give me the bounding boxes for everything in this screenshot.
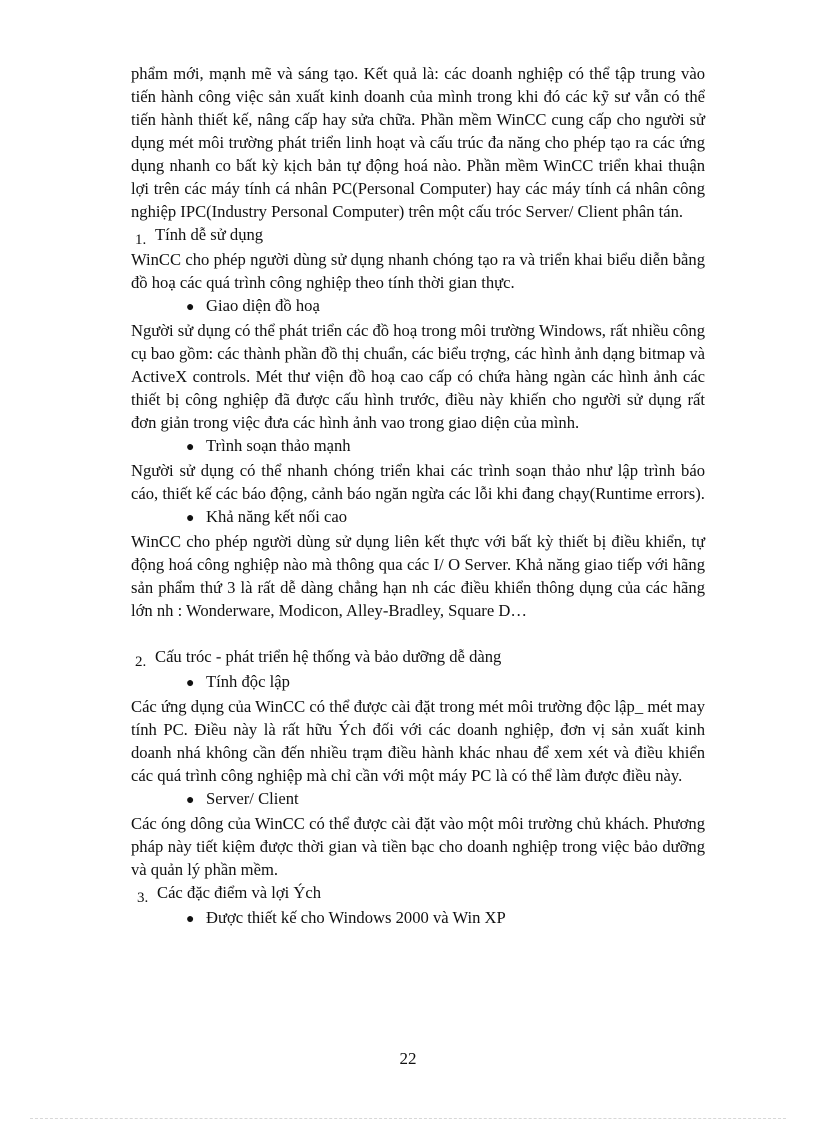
- bullet-connectivity: [131, 505, 705, 530]
- heading-text: Tính dễ sử dụng: [155, 225, 264, 244]
- heading-features: [131, 881, 705, 906]
- heading-text: Các đặc điểm và lợi Ých: [157, 883, 322, 902]
- bullet-icon: ●: [186, 511, 195, 526]
- bullet-text: Trình soạn thảo mạnh: [206, 436, 351, 455]
- heading-number: 2.: [135, 654, 147, 670]
- paragraph-server-client: Các óng dông của WinCC có thể được cài đặt vào một môi trường chủ khách. Phương pháp này tiết kiệm được thời gian và tiền bạc cho doanh nghiệp trong việc bảo dưỡng và quản lý phần mềm.: [131, 814, 705, 879]
- bullet-text: Tính độc lập: [206, 672, 290, 691]
- bullet-text: Khả năng kết nối cao: [206, 507, 347, 526]
- bullet-text: Server/ Client: [206, 789, 299, 808]
- heading-structure: [131, 645, 705, 670]
- document-body: [131, 62, 705, 931]
- bullet-server-client: [131, 787, 705, 812]
- bullet-windows: [131, 906, 705, 931]
- bullet-icon: ●: [186, 440, 195, 455]
- paragraph-intro: phẩm mới, mạnh mẽ và sáng tạo. Kết quả là: các doanh nghiệp có thể tập trung vào tiến hành công việc sản xuất kinh doanh của mình trong khi đó các kỹ sư vẫn có thể tiến hành thiết kế, nâng cấp hay sửa chữa. Phần mềm WinCC cung cấp cho người sử dụng mét môi trường phát triển linh hoạt và cấu trúc đa năng cho phép tạo ra các ứng dụng nhanh co bất kỳ kịch bản tự động hoá nào. Phần mềm WinCC triển khai thuận lợi trên các máy tính cá nhân PC(Personal Computer) hay các máy tính cá nhân công nghiệp IPC(Industry Personal Computer) trên một cấu tróc Server/ Client phân tán.: [131, 64, 705, 221]
- bullet-icon: ●: [186, 300, 195, 315]
- bullet-editor: [131, 434, 705, 459]
- paragraph-editor: Người sử dụng có thể nhanh chóng triển khai các trình soạn thảo như lập trình báo cáo, thiết kế các báo động, cảnh báo ngăn ngừa các lỗi khi đang chạy(Runtime errors).: [131, 461, 705, 503]
- heading-number: 1.: [135, 232, 147, 248]
- bullet-graphics-interface: [131, 294, 705, 319]
- bullet-icon: ●: [186, 793, 195, 808]
- paragraph-connectivity: WinCC cho phép người dùng sử dụng liên kết thực với bất kỳ thiết bị điều khiển, tự động hoá công nghiệp nào mà thông qua các I/ O Server. Khả năng giao tiếp với hãng sản phẩm thứ 3 là rất dễ dàng chẳng hạn nh các điều khiển thông dụng của các hãng lớn nh : Wonderware, Modicon, Alley-Bradley, Square D…: [131, 532, 705, 620]
- page-divider: [30, 1118, 786, 1119]
- heading-number: 3.: [137, 890, 149, 906]
- bullet-icon: ●: [186, 912, 195, 927]
- heading-ease-of-use: [131, 223, 705, 248]
- bullet-text: Được thiết kế cho Windows 2000 và Win XP: [206, 908, 506, 927]
- paragraph-graphics-interface: Người sử dụng có thể phát triển các đồ hoạ trong môi trường Windows, rất nhiều công cụ bao gồm: các thành phần đồ thị chuẩn, các biểu trợng, các hình ảnh dạng bitmap và ActiveX controls. Mét thư viện đồ hoạ cao cấp có chứa hàng ngàn các hình ảnh các thiết bị công nghiệp đã được cấu hình trước, điều này khiến cho người sử dụng rất đơn giản trong việc đưa các hình ảnh vao trong giao diện của mình.: [131, 321, 705, 432]
- paragraph-ease-of-use: WinCC cho phép người dùng sử dụng nhanh chóng tạo ra và triển khai biểu diễn bằng đồ hoạ các quá trình công nghiệp theo tính thời gian thực.: [131, 250, 705, 292]
- bullet-independence: [131, 670, 705, 695]
- paragraph-independence: Các ứng dụng của WinCC có thể được cài đặt trong mét môi trường độc lập_ mét may tính PC. Điều này là rất hữu Ých đối với các doanh nghiệp, đơn vị sản xuất kinh doanh nhá không cần đến nhiều trạm điều hành khác nhau để xem xét và điều khiển các quá trình công nghiệp mà chỉ cần với một máy PC là có thể làm được điều này.: [131, 697, 705, 785]
- page-number: 22: [399, 1049, 417, 1068]
- bullet-icon: ●: [186, 676, 195, 691]
- heading-text: Cấu tróc - phát triển hệ thống và bảo dưỡng dễ dàng: [155, 647, 502, 666]
- bullet-text: Giao diện đồ hoạ: [206, 296, 320, 315]
